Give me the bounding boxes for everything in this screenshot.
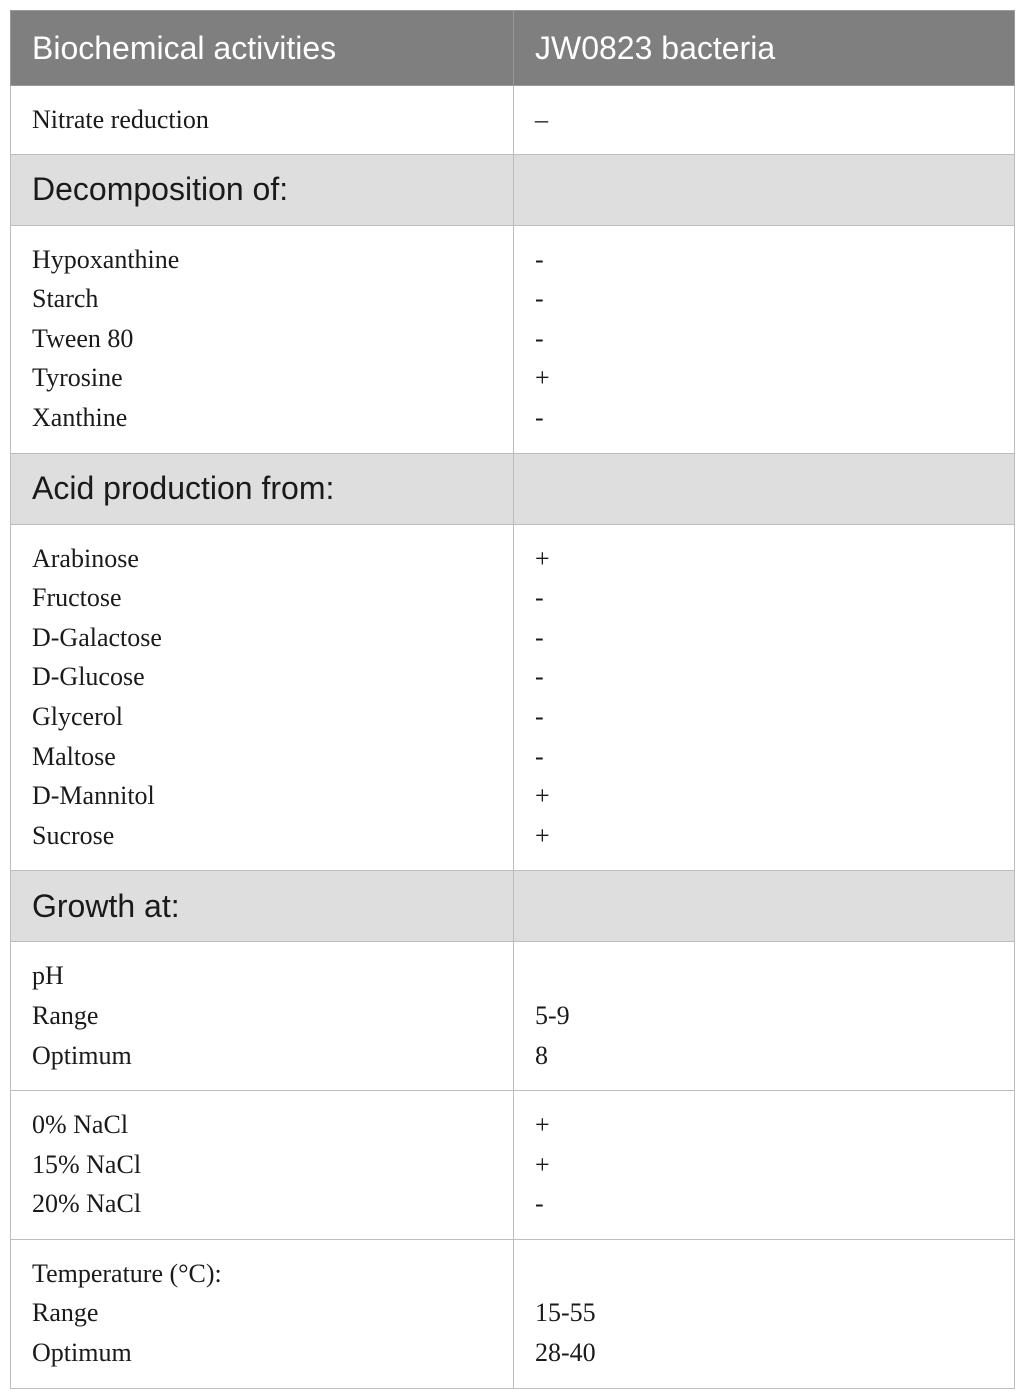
section-label: Acid production from: — [11, 453, 514, 524]
activity-label: Sucrose — [32, 820, 115, 850]
section-row — [11, 154, 1015, 225]
section-value-empty — [514, 871, 1015, 942]
activity-cell — [11, 1091, 514, 1240]
activity-label: D-Galactose — [32, 622, 162, 652]
section-row — [11, 871, 1015, 942]
activity-label: D-Mannitol — [32, 781, 155, 811]
activity-label: Xanthine — [32, 402, 128, 432]
result-value: 28-40 — [535, 1338, 596, 1368]
activity-label: 15% NaCl — [32, 1149, 142, 1179]
result-value: + — [535, 1110, 550, 1140]
result-cell — [514, 942, 1015, 1091]
activity-label: pH — [32, 961, 64, 991]
result-value: – — [535, 105, 548, 134]
activity-label: Range — [32, 1000, 99, 1030]
activity-label: 0% NaCl — [32, 1110, 129, 1140]
result-cell — [514, 86, 1015, 155]
section-row — [11, 453, 1015, 524]
activity-cell — [11, 86, 514, 155]
section-label: Decomposition of: — [11, 154, 514, 225]
activity-label: Nitrate reduction — [32, 105, 209, 134]
activity-label: Hypoxanthine — [32, 244, 180, 274]
result-cell — [514, 524, 1015, 871]
result-value: + — [535, 820, 550, 850]
result-value: 5-9 — [535, 1000, 570, 1030]
result-value: - — [535, 622, 544, 652]
result-value: - — [535, 244, 544, 274]
result-value: - — [535, 701, 544, 731]
result-cell — [514, 225, 1015, 453]
activity-label: D-Glucose — [32, 662, 145, 692]
section-value-empty — [514, 453, 1015, 524]
section-value-empty — [514, 154, 1015, 225]
table-row — [11, 942, 1015, 1091]
activity-label: Optimum — [32, 1338, 132, 1368]
activity-cell — [11, 1239, 514, 1388]
biochemical-table — [10, 10, 1015, 1389]
result-value — [535, 956, 1014, 996]
activity-cell — [11, 524, 514, 871]
result-value: - — [535, 323, 544, 353]
table-row — [11, 524, 1015, 871]
result-value: 15-55 — [535, 1298, 596, 1328]
header-activities: Biochemical activities — [11, 11, 514, 86]
result-cell — [514, 1239, 1015, 1388]
table-row — [11, 1091, 1015, 1240]
activity-label: Starch — [32, 284, 99, 314]
activity-label: Temperature (°C): — [32, 1258, 222, 1288]
result-value: 8 — [535, 1040, 548, 1070]
activity-label: Tyrosine — [32, 363, 123, 393]
activity-label: Maltose — [32, 741, 116, 771]
result-value: - — [535, 662, 544, 692]
activity-label: Fructose — [32, 583, 122, 613]
activity-cell — [11, 225, 514, 453]
result-value — [535, 1254, 1014, 1294]
activity-label: Tween 80 — [32, 323, 134, 353]
result-value: + — [535, 781, 550, 811]
activity-label: Glycerol — [32, 701, 123, 731]
activity-label: Optimum — [32, 1040, 132, 1070]
table-row — [11, 86, 1015, 155]
activity-label: Range — [32, 1298, 99, 1328]
activity-label: Arabinose — [32, 543, 139, 573]
activity-label: 20% NaCl — [32, 1189, 142, 1219]
result-value: + — [535, 1149, 550, 1179]
result-cell — [514, 1091, 1015, 1240]
result-value: - — [535, 284, 544, 314]
result-value: + — [535, 543, 550, 573]
table-row — [11, 1239, 1015, 1388]
header-row — [11, 11, 1015, 86]
result-value: - — [535, 583, 544, 613]
table-row — [11, 225, 1015, 453]
table-body — [11, 86, 1015, 1389]
result-value: - — [535, 741, 544, 771]
result-value: - — [535, 402, 544, 432]
activity-cell — [11, 942, 514, 1091]
result-value: - — [535, 1189, 544, 1219]
header-bacteria: JW0823 bacteria — [514, 11, 1015, 86]
result-value: + — [535, 363, 550, 393]
section-label: Growth at: — [11, 871, 514, 942]
